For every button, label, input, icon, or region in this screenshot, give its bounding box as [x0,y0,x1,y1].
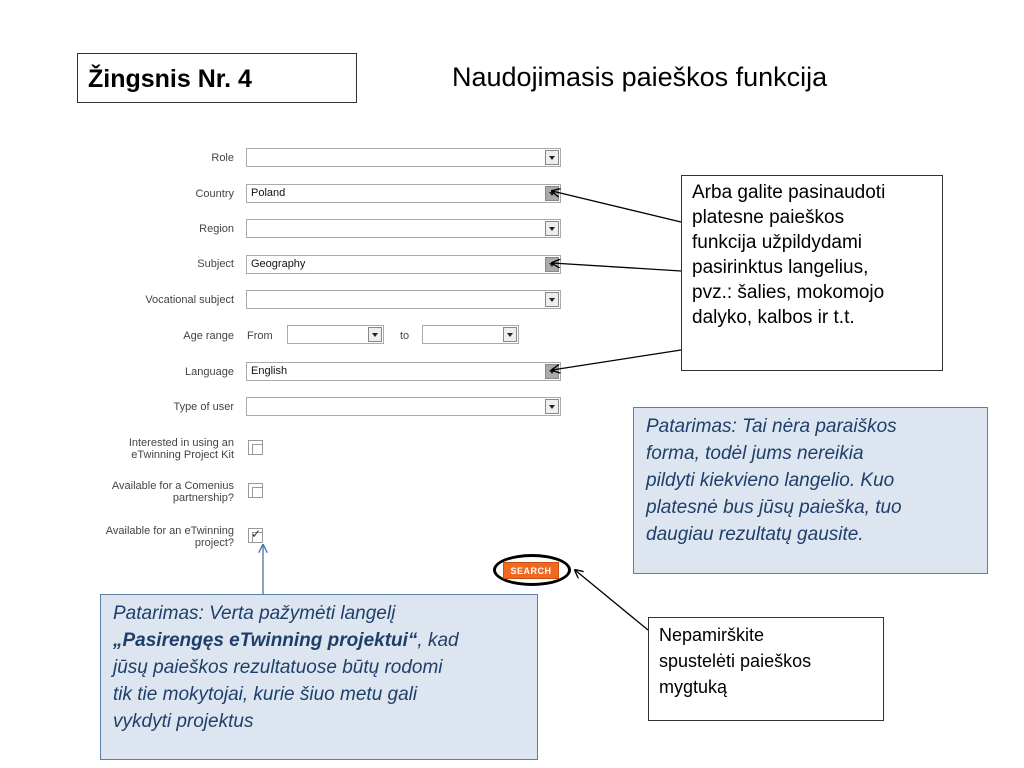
callout-line: spustelėti paieškos [659,651,812,671]
arrow-country [552,191,681,222]
callout-line: Patarimas: Verta pažymėti langelį [113,603,396,624]
type-of-user-label: Type of user [173,401,234,413]
callout-line: Arba galite pasinaudoti [692,182,886,203]
callout-text: , kad [417,630,459,651]
step-label: Žingsnis Nr. 4 [88,65,252,93]
callout-line: pasirinktus langelius, [692,257,869,278]
callout-line: Nepamirškite [659,625,765,645]
callout-line: daugiau rezultatų gausite. [646,524,864,545]
slide-title: Naudojimasis paieškos funkcija [452,62,828,92]
subject-label: Subject [197,258,234,270]
language-label: Language [185,366,234,378]
callout-line: platesnė bus jūsų paieška, tuo [646,497,902,518]
callout-line: pildyti kiekvieno langelio. Kuo [646,470,895,491]
project-kit-label-line1: Interested in using an [128,437,234,449]
role-label: Role [211,152,234,164]
region-label: Region [199,223,234,235]
callout-line: funkcija užpildydami [692,232,863,253]
callout-line: jūsų paieškos rezultatuose būtų rodomi [113,657,443,678]
callout-line: pvz.: šalies, mokomojo [692,282,885,303]
search-button[interactable]: SEARCH [503,562,559,579]
callout-bold-text: „Pasirengęs eTwinning projektui“ [113,630,418,651]
callout-line: dalyko, kalbos ir t.t. [692,307,855,328]
etwinning-project-label-line1: Available for an eTwinning [105,525,234,537]
callout-line: mygtuką [659,677,728,697]
language-value: English [251,365,288,377]
age-to-label: to [400,330,410,342]
callout-line: tik tie mokytojai, kurie šiuo metu gali [113,684,418,705]
country-value: Poland [251,187,286,199]
project-kit-label-line2: eTwinning Project Kit [131,449,234,461]
arrow-subject [552,263,681,271]
callout-line: Patarimas: Tai nėra paraiškos [646,416,897,437]
callout-line: forma, todėl jums nereikia [646,443,864,464]
arrow-search [575,570,648,630]
comenius-label-line2: partnership? [172,492,234,504]
country-label: Country [195,188,234,200]
age-range-label: Age range [183,330,234,342]
etwinning-project-label-line2: project? [194,537,234,549]
callout-line: platesne paieškos [692,207,845,228]
arrow-language [552,350,681,370]
comenius-label-line1: Available for a Comenius [111,480,234,492]
callout-line: vykdyti projektus [113,711,254,732]
vocational-subject-label: Vocational subject [145,294,234,306]
subject-value: Geography [251,258,306,270]
age-from-label: From [247,330,273,342]
